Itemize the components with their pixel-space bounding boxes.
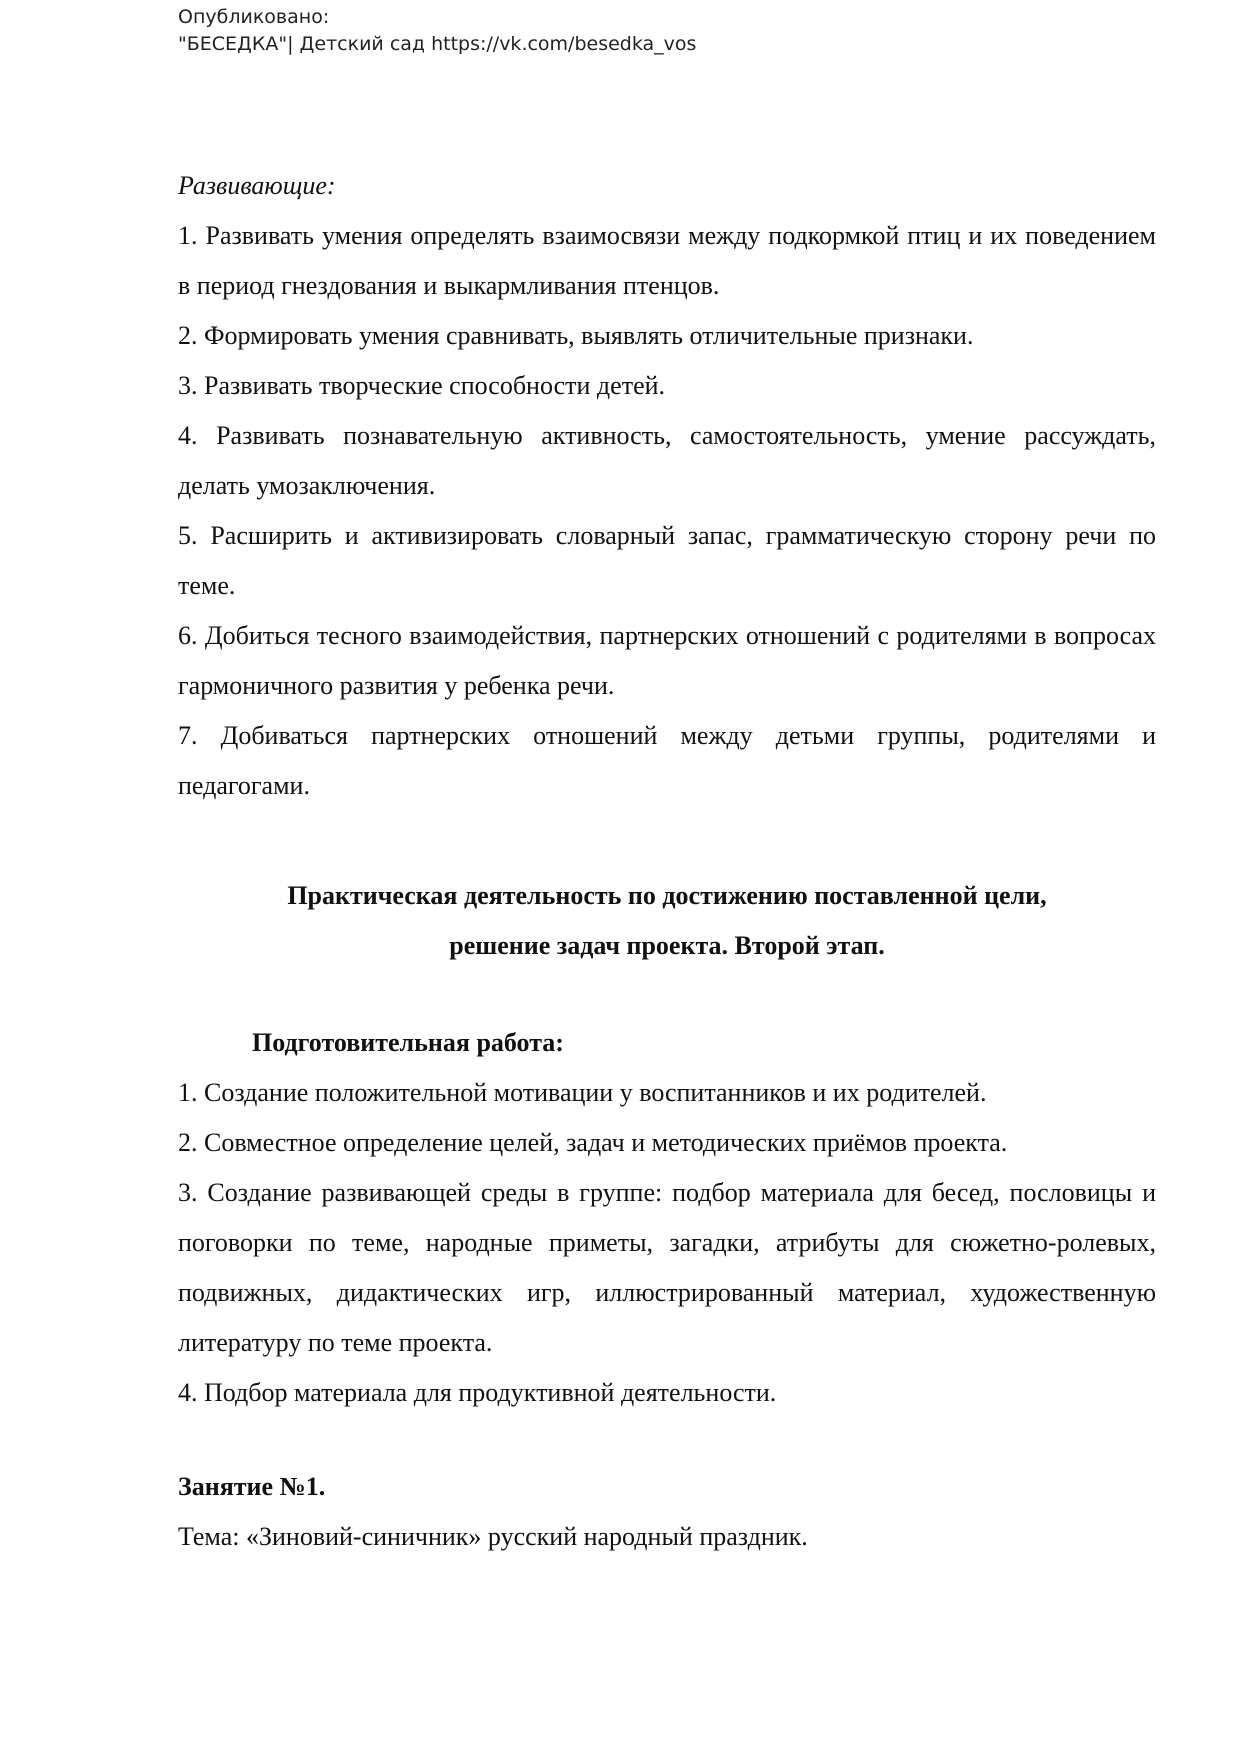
publication-header	[178, 4, 696, 58]
practical-heading-line-1: Практическая деятельность по достижению поставленной цели,	[287, 881, 1047, 910]
preparatory-item-1: 1. Создание положительной мотивации у воспитанников и их родителей.	[178, 1078, 987, 1107]
developing-item-3: 3. Развивать творческие способности детей.	[178, 371, 666, 400]
practical-heading-line-2: решение задач проекта. Второй этап.	[449, 931, 885, 960]
developing-item-2: 2. Формировать умения сравнивать, выявлять отличительные признаки.	[178, 321, 974, 350]
developing-item-6: 6. Добиться тесного взаимодействия, партнерских отношений с родителями в вопросах гармоничного развития у ребенка речи.	[178, 621, 1156, 700]
developing-title: Развивающие:	[178, 171, 336, 200]
lesson-title: Занятие №1.	[178, 1472, 326, 1501]
preparatory-section	[178, 1018, 1156, 1418]
preparatory-title: Подготовительная работа:	[252, 1028, 564, 1057]
preparatory-item-2: 2. Совместное определение целей, задач и методических приёмов проекта.	[178, 1128, 1008, 1157]
publication-source: "БЕСЕДКА"| Детский сад https://vk.com/besedka_vos	[178, 33, 697, 55]
preparatory-item-3: 3. Создание развивающей среды в группе: подбор материала для бесед, пословицы и поговорки по теме, народные приметы, загадки, атрибуты для сюжетно-ролевых, подвижных, дидактических игр, иллюстрированный материал, художественную литературу по теме проекта.	[178, 1178, 1156, 1357]
developing-item-1: 1. Развивать умения определять взаимосвязи между подкормкой птиц и их поведением в период гнездования и выкармливания птенцов.	[178, 221, 1156, 300]
practical-heading	[178, 871, 1156, 971]
preparatory-item-4: 4. Подбор материала для продуктивной деятельности.	[178, 1378, 777, 1407]
developing-item-5: 5. Расширить и активизировать словарный запас, грамматическую сторону речи по теме.	[178, 521, 1156, 600]
lesson-section	[178, 1462, 1156, 1562]
developing-section	[178, 161, 1156, 811]
lesson-topic: Тема: «Зиновий-синичник» русский народный праздник.	[178, 1522, 808, 1551]
developing-item-4: 4. Развивать познавательную активность, самостоятельность, умение рассуждать, делать умозаключения.	[178, 421, 1156, 500]
developing-item-7: 7. Добиваться партнерских отношений между детьми группы, родителями и педагогами.	[178, 721, 1156, 800]
published-label: Опубликовано:	[178, 6, 330, 28]
